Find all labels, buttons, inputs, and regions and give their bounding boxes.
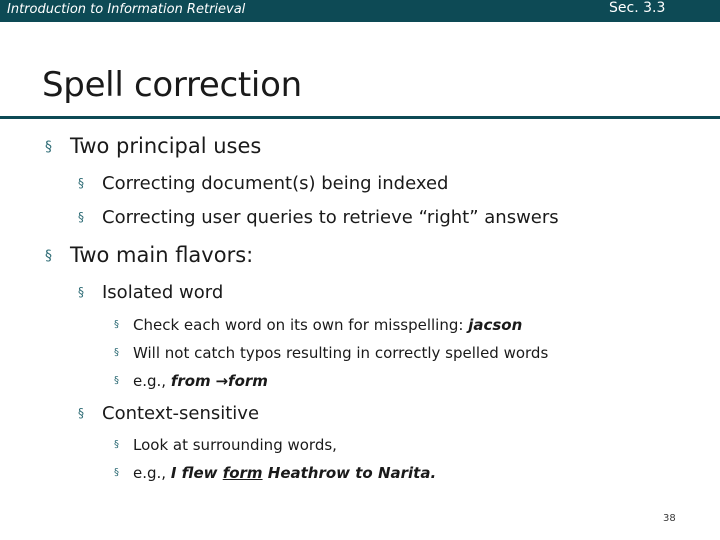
section-label: Sec. 3.3	[609, 0, 666, 16]
slide-title: Spell correction	[42, 65, 302, 105]
eg-prefix: e.g.,	[133, 372, 171, 390]
bullet-marker: §	[114, 347, 119, 358]
example-before: I flew	[170, 464, 223, 482]
bullet-text	[133, 372, 268, 390]
right-arrow-icon: →	[215, 372, 229, 390]
bullet-text: Correcting document(s) being indexed	[102, 173, 449, 194]
bullet-label: Two main flavors:	[70, 243, 254, 267]
bullet-marker: §	[114, 319, 119, 330]
eg-from: from	[170, 372, 211, 390]
bullet-label: Two principal uses	[70, 134, 262, 158]
bullet-marker: §	[78, 406, 84, 420]
eg-form: form	[228, 372, 268, 390]
page-number: 38	[663, 513, 676, 524]
bullet-text	[133, 464, 436, 482]
bullet-marker: §	[78, 285, 84, 299]
title-divider	[0, 116, 720, 119]
example-sentence	[171, 464, 436, 482]
bullet-text: Context-sensitive	[102, 403, 260, 424]
header-bar	[0, 0, 720, 22]
bullet-text: Isolated word	[102, 282, 224, 303]
bullet-marker: §	[45, 139, 52, 155]
bullet-text: Will not catch typos resulting in correctly spelled words	[133, 344, 549, 362]
bullet-marker: §	[45, 248, 52, 264]
bullet-text: Correcting user queries to retrieve “right” answers	[102, 207, 559, 228]
bullet-marker: §	[114, 375, 119, 386]
misspelling-example: jacson	[468, 316, 523, 334]
eg-prefix: e.g.,	[133, 464, 171, 482]
example-underlined-word: form	[222, 464, 263, 482]
example-after: Heathrow to Narita.	[262, 464, 437, 482]
bullet-marker: §	[114, 439, 119, 450]
bullet-marker: §	[78, 176, 84, 190]
check-prefix: Check each word on its own for misspelling:	[133, 316, 469, 334]
bullet-text: Look at surrounding words,	[133, 436, 337, 454]
bullet-marker: §	[78, 210, 84, 224]
bullet-text	[133, 316, 522, 334]
course-title: Introduction to Information Retrieval	[7, 2, 246, 17]
bullet-marker: §	[114, 467, 119, 478]
